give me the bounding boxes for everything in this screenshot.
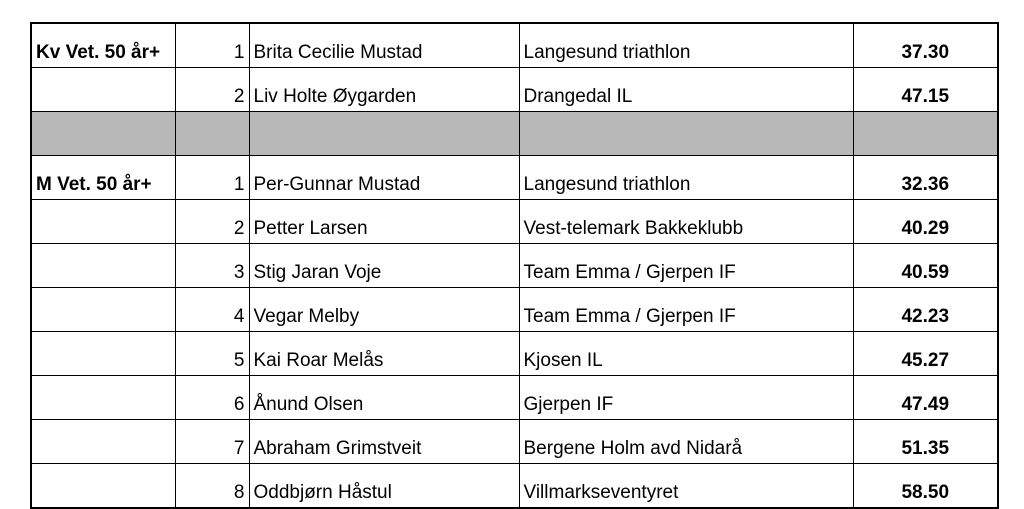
table-row (31, 244, 998, 288)
time-cell: 40.59 (853, 244, 998, 288)
time-cell: 37.30 (853, 23, 998, 68)
class-cell-empty (31, 332, 175, 376)
name-cell: Petter Larsen (249, 200, 519, 244)
club-cell: Vest-telemark Bakkeklubb (519, 200, 853, 244)
name-cell: Brita Cecilie Mustad (249, 23, 519, 68)
table-row (31, 68, 998, 112)
club-cell: Team Emma / Gjerpen IF (519, 288, 853, 332)
place-cell: 4 (175, 288, 249, 332)
place-cell: 8 (175, 464, 249, 509)
class-cell-empty (31, 68, 175, 112)
table-row (31, 464, 998, 509)
table-row (31, 420, 998, 464)
place-cell: 7 (175, 420, 249, 464)
group-separator (31, 112, 998, 156)
table-row (31, 200, 998, 244)
club-cell: Villmarkseventyret (519, 464, 853, 509)
name-cell: Kai Roar Melås (249, 332, 519, 376)
name-cell: Vegar Melby (249, 288, 519, 332)
club-cell: Team Emma / Gjerpen IF (519, 244, 853, 288)
place-cell: 2 (175, 200, 249, 244)
club-cell: Kjosen IL (519, 332, 853, 376)
table-row (31, 23, 998, 68)
club-cell: Bergene Holm avd Nidarå (519, 420, 853, 464)
time-cell: 40.29 (853, 200, 998, 244)
class-cell-empty (31, 244, 175, 288)
class-cell-empty (31, 288, 175, 332)
club-cell: Langesund triathlon (519, 23, 853, 68)
place-cell: 2 (175, 68, 249, 112)
table-row (31, 332, 998, 376)
place-cell: 5 (175, 332, 249, 376)
class-cell-empty (31, 464, 175, 509)
club-cell: Gjerpen IF (519, 376, 853, 420)
separator-cell (853, 112, 998, 156)
class-label: Kv Vet. 50 år+ (31, 23, 175, 68)
time-cell: 42.23 (853, 288, 998, 332)
name-cell: Liv Holte Øygarden (249, 68, 519, 112)
club-cell: Langesund triathlon (519, 156, 853, 200)
time-cell: 47.49 (853, 376, 998, 420)
results-table (30, 22, 999, 509)
place-cell: 1 (175, 23, 249, 68)
place-cell: 1 (175, 156, 249, 200)
place-cell: 6 (175, 376, 249, 420)
club-cell: Drangedal IL (519, 68, 853, 112)
class-cell-empty (31, 376, 175, 420)
time-cell: 45.27 (853, 332, 998, 376)
separator-cell (249, 112, 519, 156)
separator-cell (31, 112, 175, 156)
table-row (31, 156, 998, 200)
time-cell: 32.36 (853, 156, 998, 200)
name-cell: Stig Jaran Voje (249, 244, 519, 288)
time-cell: 51.35 (853, 420, 998, 464)
table-row (31, 288, 998, 332)
table-row (31, 376, 998, 420)
class-cell-empty (31, 200, 175, 244)
class-cell-empty (31, 420, 175, 464)
time-cell: 58.50 (853, 464, 998, 509)
name-cell: Oddbjørn Håstul (249, 464, 519, 509)
class-label: M Vet. 50 år+ (31, 156, 175, 200)
name-cell: Per-Gunnar Mustad (249, 156, 519, 200)
name-cell: Ånund Olsen (249, 376, 519, 420)
separator-cell (519, 112, 853, 156)
place-cell: 3 (175, 244, 249, 288)
time-cell: 47.15 (853, 68, 998, 112)
name-cell: Abraham Grimstveit (249, 420, 519, 464)
separator-cell (175, 112, 249, 156)
